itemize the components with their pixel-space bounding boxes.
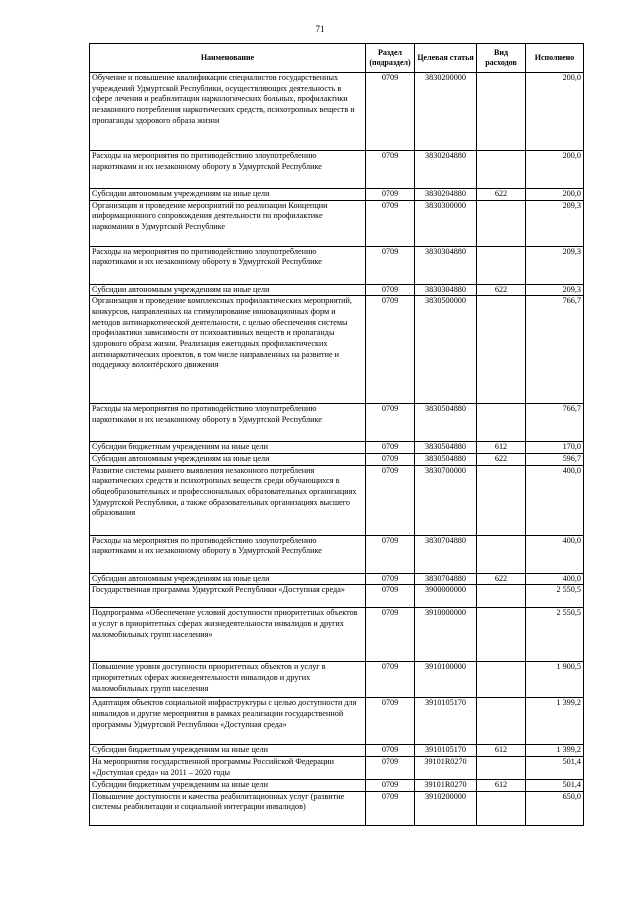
cell-section: 0709 (366, 585, 415, 608)
cell-section: 0709 (366, 465, 415, 535)
cell-name: Субсидии автономным учреждениям на иные цели (90, 189, 366, 201)
cell-kind: 612 (477, 442, 526, 454)
cell-amount: 200,0 (526, 73, 584, 151)
cell-amount: 209,3 (526, 284, 584, 296)
cell-amount: 766,7 (526, 296, 584, 404)
cell-kind (477, 535, 526, 573)
cell-article: 3830200000 (415, 73, 477, 151)
cell-kind (477, 662, 526, 698)
cell-article: 3830504880 (415, 442, 477, 454)
cell-article: 3830704880 (415, 535, 477, 573)
cell-section: 0709 (366, 573, 415, 585)
cell-kind (477, 791, 526, 825)
cell-section: 0709 (366, 698, 415, 745)
column-header-kind: Вид расходов (477, 44, 526, 73)
cell-article: 39101R0270 (415, 779, 477, 791)
table-row (90, 404, 584, 442)
cell-amount: 170,0 (526, 442, 584, 454)
cell-amount: 1 399,2 (526, 745, 584, 757)
table-row (90, 608, 584, 662)
cell-kind (477, 200, 526, 246)
column-header-amount: Исполнено (526, 44, 584, 73)
table-row (90, 442, 584, 454)
table-row (90, 585, 584, 608)
cell-section: 0709 (366, 442, 415, 454)
cell-section: 0709 (366, 453, 415, 465)
table-row (90, 73, 584, 151)
cell-section: 0709 (366, 756, 415, 779)
table-row (90, 465, 584, 535)
table-row (90, 791, 584, 825)
cell-name: Субсидии автономным учреждениям на иные цели (90, 284, 366, 296)
cell-name: Расходы на мероприятия по противодействию злоупотреблению наркотиками и их незаконному обороту в Удмуртской Республике (90, 535, 366, 573)
table-row (90, 453, 584, 465)
table-row (90, 698, 584, 745)
cell-kind: 622 (477, 573, 526, 585)
cell-amount: 2 550,5 (526, 585, 584, 608)
expenditure-table (89, 43, 584, 826)
cell-name: Развитие системы раннего выявления незаконного потребления наркотических средств и психотропных веществ среди обучающихся в общеобразовательных и профессиональных образовательных организациях Удмуртской Республики, а также образовательных организациях высшего образования (90, 465, 366, 535)
cell-article: 3910105170 (415, 698, 477, 745)
cell-amount: 400,0 (526, 535, 584, 573)
cell-article: 3830500000 (415, 296, 477, 404)
cell-kind (477, 465, 526, 535)
table-row (90, 151, 584, 189)
cell-amount: 596,7 (526, 453, 584, 465)
cell-article: 3830300000 (415, 200, 477, 246)
table-row (90, 189, 584, 201)
cell-name: Повышение доступности и качества реабилитационных услуг (развитие системы реабилитации и социальной интеграции инвалидов) (90, 791, 366, 825)
cell-name: Организация и проведение комплексных профилактических мероприятий, конкурсов, направленных на стимулирование инновационных форм и методов антинаркотической деятельности, с целью обеспечения системы профилактики зависимости от психоактивных веществ и пропаганды здорового образа жизни. Реализация ежегодных профилактических антинаркотических проектов, в том числе направленных на развитие и поддержку волонтёрского движения (90, 296, 366, 404)
cell-kind: 622 (477, 453, 526, 465)
table-row (90, 745, 584, 757)
page-number: 71 (315, 24, 325, 34)
cell-name: Расходы на мероприятия по противодействию злоупотреблению наркотиками и их незаконному обороту в Удмуртской Республике (90, 246, 366, 284)
cell-amount: 650,0 (526, 791, 584, 825)
cell-article: 3910105170 (415, 745, 477, 757)
cell-section: 0709 (366, 662, 415, 698)
cell-article: 3910200000 (415, 791, 477, 825)
cell-amount: 209,3 (526, 246, 584, 284)
table-row (90, 200, 584, 246)
cell-amount: 766,7 (526, 404, 584, 442)
cell-name: Субсидии автономным учреждениям на иные цели (90, 573, 366, 585)
table-row (90, 284, 584, 296)
table-row (90, 246, 584, 284)
cell-name: Расходы на мероприятия по противодействию злоупотреблению наркотиками и их незаконному обороту в Удмуртской Республике (90, 151, 366, 189)
cell-kind (477, 585, 526, 608)
cell-kind (477, 296, 526, 404)
cell-article: 3830704880 (415, 573, 477, 585)
cell-article: 3910100000 (415, 662, 477, 698)
cell-article: 39101R0270 (415, 756, 477, 779)
cell-name: Субсидии бюджетным учреждениям на иные цели (90, 442, 366, 454)
table-row (90, 296, 584, 404)
cell-kind: 622 (477, 189, 526, 201)
table-row (90, 573, 584, 585)
column-header-article: Целевая статья (415, 44, 477, 73)
cell-section: 0709 (366, 404, 415, 442)
cell-section: 0709 (366, 189, 415, 201)
cell-amount: 400,0 (526, 573, 584, 585)
cell-kind (477, 246, 526, 284)
cell-article: 3830204880 (415, 151, 477, 189)
cell-kind: 622 (477, 284, 526, 296)
cell-kind (477, 698, 526, 745)
cell-name: Организация и проведение мероприятий по реализации Концепции информационного сопровождения деятельности по профилактике наркомании в Удмуртской Республике (90, 200, 366, 246)
cell-section: 0709 (366, 779, 415, 791)
cell-section: 0709 (366, 296, 415, 404)
cell-kind (477, 608, 526, 662)
cell-section: 0709 (366, 151, 415, 189)
cell-article: 3830504880 (415, 453, 477, 465)
cell-article: 3830700000 (415, 465, 477, 535)
cell-amount: 1 399,2 (526, 698, 584, 745)
cell-section: 0709 (366, 246, 415, 284)
cell-name: Повышение уровня доступности приоритетных объектов и услуг в приоритетных сферах жизнедеятельности инвалидов и других маломобильных групп населения (90, 662, 366, 698)
cell-article: 3830304880 (415, 284, 477, 296)
cell-amount: 200,0 (526, 151, 584, 189)
cell-article: 3830204880 (415, 189, 477, 201)
cell-article: 3830304880 (415, 246, 477, 284)
cell-article: 3910000000 (415, 608, 477, 662)
cell-amount: 400,0 (526, 465, 584, 535)
cell-kind: 612 (477, 779, 526, 791)
table-header-row (90, 44, 584, 73)
column-header-name: Наименование (90, 44, 366, 73)
cell-name: Расходы на мероприятия по противодействию злоупотреблению наркотиками и их незаконному обороту в Удмуртской Республике (90, 404, 366, 442)
table-row (90, 779, 584, 791)
cell-amount: 209,3 (526, 200, 584, 246)
cell-section: 0709 (366, 791, 415, 825)
cell-kind: 612 (477, 745, 526, 757)
cell-amount: 501,4 (526, 756, 584, 779)
column-header-section: Раздел (подраздел) (366, 44, 415, 73)
cell-amount: 501,4 (526, 779, 584, 791)
cell-kind (477, 756, 526, 779)
cell-name: Субсидии бюджетным учреждениям на иные цели (90, 745, 366, 757)
table-row (90, 662, 584, 698)
cell-section: 0709 (366, 608, 415, 662)
cell-name: Обучение и повышение квалификации специалистов государственных учреждений Удмуртской Республики, осуществляющих деятельность в сфере лечения и реабилитации наркологических больных, профилактики незаконного потребления наркотических средств, психотропных веществ и пропаганды здорового образа жизни (90, 73, 366, 151)
cell-name: Субсидии автономным учреждениям на иные цели (90, 453, 366, 465)
cell-article: 3830504880 (415, 404, 477, 442)
cell-amount: 200,0 (526, 189, 584, 201)
cell-section: 0709 (366, 73, 415, 151)
cell-name: Субсидии бюджетным учреждениям на иные цели (90, 779, 366, 791)
table-row (90, 756, 584, 779)
cell-amount: 1 900,5 (526, 662, 584, 698)
cell-section: 0709 (366, 200, 415, 246)
cell-name: Подпрограмма «Обеспечение условий доступности приоритетных объектов и услуг в приоритетных сферах жизнедеятельности инвалидов и других маломобильных групп населения» (90, 608, 366, 662)
cell-section: 0709 (366, 745, 415, 757)
cell-section: 0709 (366, 535, 415, 573)
cell-kind (477, 404, 526, 442)
cell-name: Адаптация объектов социальной инфраструктуры с целью доступности для инвалидов и другие мероприятия в рамках реализации государственной программы Удмуртской Республики «Доступная среда» (90, 698, 366, 745)
cell-section: 0709 (366, 284, 415, 296)
cell-kind (477, 151, 526, 189)
cell-article: 3900000000 (415, 585, 477, 608)
cell-name: На мероприятия государственной программы Российской Федерации «Доступная среда» на 2011 – 2020 годы (90, 756, 366, 779)
cell-kind (477, 73, 526, 151)
table-row (90, 535, 584, 573)
cell-name: Государственная программа Удмуртской Республики «Доступная среда» (90, 585, 366, 608)
cell-amount: 2 550,5 (526, 608, 584, 662)
